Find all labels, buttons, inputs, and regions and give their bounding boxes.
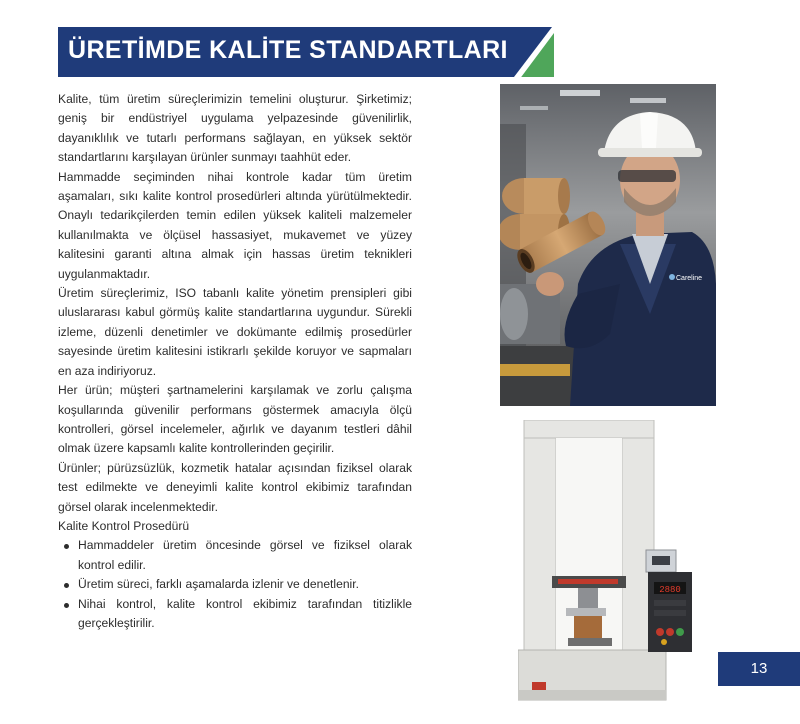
body-text — [58, 90, 412, 633]
paragraph: Hammadde seçiminden nihai kontrole kadar tüm üretim aşamaları, sıkı kalite kontrol prosedürleri altında yürütülmektedir. Onaylı tedarikçilerden temin edilen yüksek kaliteli malzemeler kullanılmakta ve ölçüsel hassasiyet, mukavemet ve yüzey kalitesini garanti altına almak için hassas üretim teknikleri uygulanmaktadır. — [58, 169, 412, 281]
paragraph: Her ürün; müşteri şartnamelerini karşılamak ve zorlu çalışma koşullarında güvenilir performans göstermek amacıyla ölçü kontrolleri, görsel incelemeler, ağırlık ve dayanım testleri dâhil olmak üzere kapsamlı kalite kontrollerinden geçirilir. — [58, 383, 412, 456]
paragraph: Ürünler; pürüzsüzlük, kozmetik hatalar açısından fiziksel olarak test edilmekte ve deneyimli kalite kontrol ekibimiz tarafından görsel olarak incelenmektedir. — [58, 460, 412, 514]
page-number: 13 — [718, 652, 800, 686]
paragraph: Üretim süreçlerimiz, ISO tabanlı kalite yönetim prensipleri gibi uluslararası kabul görmüş kalite standartlarına uygundur. Sürekli izleme, düzenli denetimler ve dokümante edilmiş prosedürler sayesinde üretim kalitesini istikrarlı şekilde koruyor ve sapmaları en aza indiriyoruz. — [58, 286, 412, 378]
quality-inspector-photo — [500, 84, 716, 406]
paragraph: Kalite, tüm üretim süreçlerimizin temelini oluşturur. Şirketimiz; geniş bir endüstriyel uygulama yelpazesinde güvenilirlik, dayanıklılık ve tutarlı performans sağlayan, en yüksek sektör standartlarını karşılayan ürünler sunmayı taahhüt eder. — [58, 92, 412, 165]
procedure-list — [58, 536, 412, 633]
list-item: Hammaddeler üretim öncesinde görsel ve fiziksel olarak kontrol edilir. — [78, 536, 412, 575]
display-readout: 2880 — [659, 585, 681, 595]
tensile-testing-machine-photo — [518, 420, 694, 706]
testing-machine-illustration — [518, 420, 694, 706]
jacket-logo-text: Careline — [676, 275, 703, 282]
section-header-banner — [58, 27, 554, 77]
inspector-illustration — [500, 84, 716, 406]
list-item: Nihai kontrol, kalite kontrol ekibimiz tarafından titizlikle gerçekleştirilir. — [78, 595, 412, 634]
list-item: Üretim süreci, farklı aşamalarda izlenir ve denetlenir. — [78, 575, 412, 594]
page-title: ÜRETİMDE KALİTE STANDARTLARI — [68, 36, 508, 64]
procedure-heading: Kalite Kontrol Prosedürü — [58, 518, 190, 533]
